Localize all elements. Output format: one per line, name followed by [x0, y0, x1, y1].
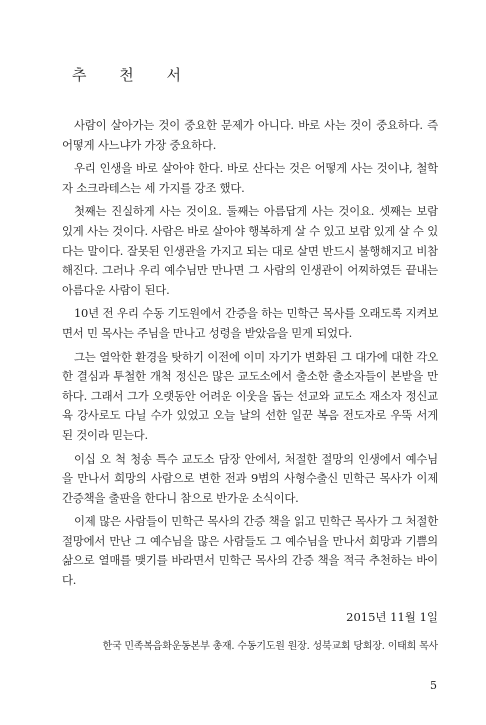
paragraph: 사람이 살아가는 것이 중요한 문제가 아니다. 바로 사는 것이 중요하다. 즉 어떻게 사느냐가 가장 중요하다. — [62, 118, 438, 152]
paragraph: 이제 많은 사람들이 민학근 목사의 간증 책을 읽고 민학근 목사가 그 처절한 절망에서 만난 그 예수님을 많은 사람들도 그 예수님을 만나서 희망과 기쁨의 삶으로 열매를 맺기를 바라면서 민학근 목사의 간증 책을 적극 추천하는 바이다. — [62, 514, 438, 588]
signature-line: 한국 민족복음화운동본부 총재. 수동기도원 원장. 성북교회 당회장. 이태희 목사 — [102, 641, 438, 652]
page-title: 추 천 서 — [72, 66, 196, 84]
paragraph: 우리 인생을 바로 살아야 한다. 바로 산다는 것은 어떻게 사는 것이냐, 철학자 소크라테스는 세 가지를 강조 했다. — [62, 161, 438, 195]
paragraph: 첫째는 진실하게 사는 것이요. 둘째는 아름답게 사는 것이요. 셋째는 보람 있게 사는 것이다. 사람은 바로 살아야 행복하게 살 수 있고 보람 있게 살 수 있다는 말이다. 잘못된 인생관을 가지고 되는 대로 살면 반드시 불행해지고 비참해진다. 그러나 우리 예수님만 만나면 그 사람의 인생관이 어찌하였든 끝내는 아름다운 사람이 된다. — [62, 204, 438, 297]
paragraph: 그는 열악한 환경을 탓하기 이전에 이미 자기가 변화된 그 대가에 대한 각오한 결심과 투철한 개척 정신은 많은 교도소에서 출소한 출소자들이 본받을 만하다. 그래서 그가 오랫동안 어려운 이웃을 돕는 선교와 교도소 재소자 정신교육 강사로도 다닐 수가 있었고 오늘 날의 선한 일꾼 복음 전도자로 우뚝 서게 된 것이라 믿는다. — [62, 349, 438, 442]
date-line: 2015년 11월 1일 — [346, 610, 438, 624]
paragraph: 이십 오 척 청송 특수 교도소 담장 안에서, 처절한 절망의 인생에서 예수님을 만나서 희망의 사람으로 변한 전과 9범의 사형수출신 민학근 목사가 이제 간증책을 출판을 한다니 참으로 반가운 소식이다. — [62, 451, 438, 505]
paragraph: 10년 전 우리 수동 기도원에서 간증을 하는 민학근 목사를 오래도록 지켜보면서 민 목사는 주님을 만나고 성령을 받았음을 믿게 되었다. — [62, 306, 438, 340]
page-number: 5 — [430, 679, 437, 692]
recommendation-body — [62, 116, 438, 595]
